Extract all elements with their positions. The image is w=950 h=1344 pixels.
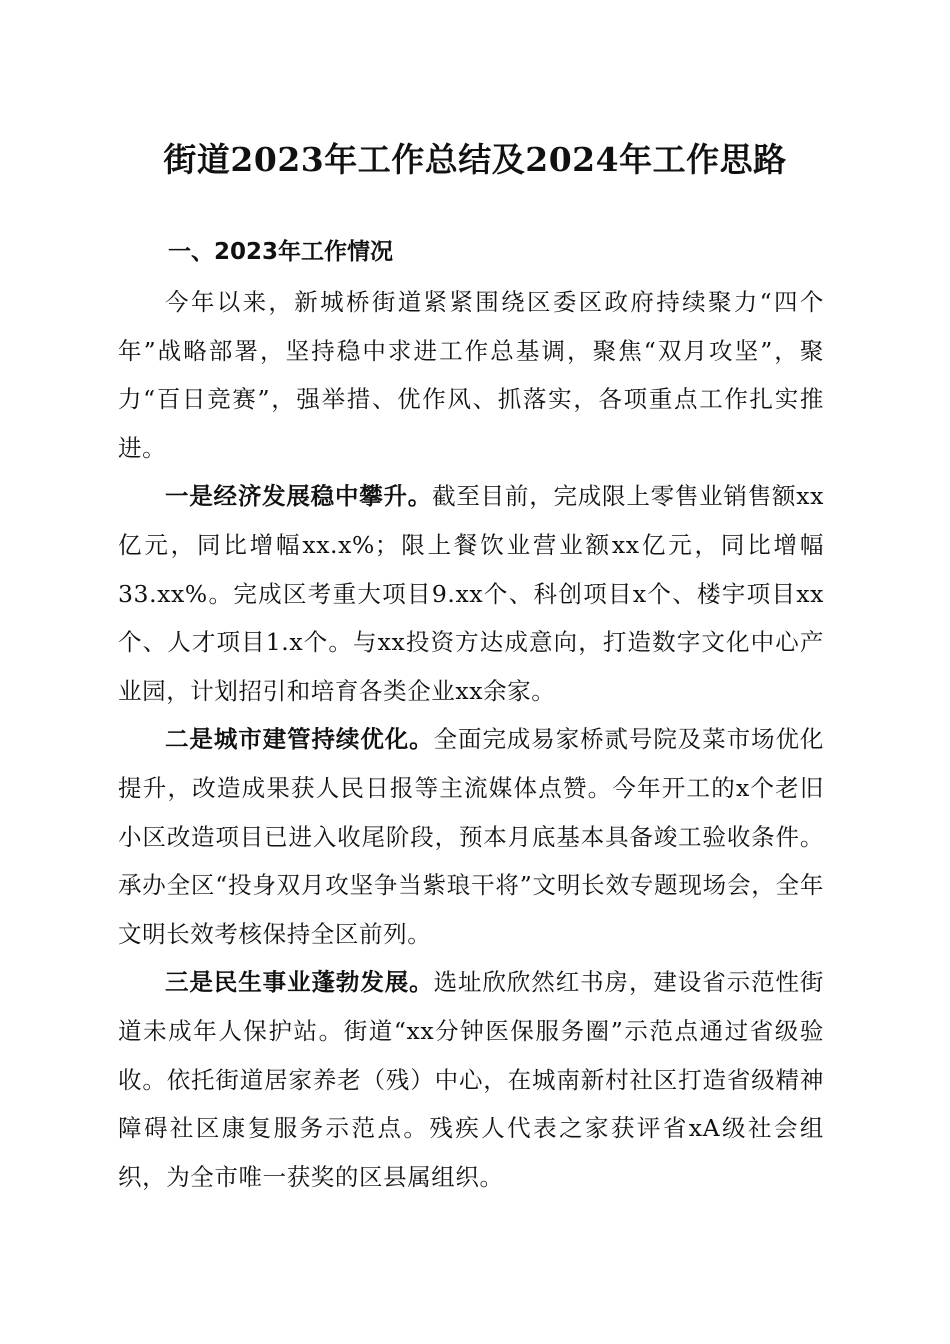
paragraph-livelihood xyxy=(118,958,824,1201)
section-heading: 一、2023年工作情况 xyxy=(168,239,394,265)
paragraph-text: 截至目前，完成限上零售业销售额xx亿元，同比增幅xx.x%；限上餐饮业营业额xx亿元，同比增幅33.xx%。完成区考重大项目9.xx个、科创项目x个、楼宇项目xx个、人才项目1.x个。与xx投资方达成意向，打造数字文化中心产业园，计划招引和培育各类企业xx余家。 xyxy=(118,482,824,705)
paragraph-lead: 三是民生事业蓬勃发展。 xyxy=(165,968,434,997)
document-body xyxy=(118,278,824,1201)
paragraph-text: 全面完成易家桥贰号院及菜市场优化提升，改造成果获人民日报等主流媒体点赞。今年开工的x个老旧小区改造项目已进入收尾阶段，预本月底基本具备竣工验收条件。承办全区“投身双月攻坚争当紫琅干将”文明长效专题现场会，全年文明长效考核保持全区前列。 xyxy=(118,725,824,948)
paragraph-urban-management xyxy=(118,715,824,958)
paragraph-economy xyxy=(118,472,824,715)
paragraph-lead: 二是城市建管持续优化。 xyxy=(165,725,434,754)
paragraph-lead: 一是经济发展稳中攀升。 xyxy=(165,482,433,511)
document-title: 街道2023年工作总结及2024年工作思路 xyxy=(163,140,787,179)
paragraph-text: 选址欣欣然红书房，建设省示范性街道未成年人保护站。街道“xx分钟医保服务圈”示范点通过省级验收。依托街道居家养老（残）中心，在城南新村社区打造省级精神障碍社区康复服务示范点。残疾人代表之家获评省xA级社会组织，为全市唯一获奖的区县属组织。 xyxy=(118,968,824,1191)
intro-paragraph: 今年以来，新城桥街道紧紧围绕区委区政府持续聚力“四个年”战略部署，坚持稳中求进工作总基调，聚焦“双月攻坚”，聚力“百日竞赛”，强举措、优作风、抓落实，各项重点工作扎实推进。 xyxy=(118,288,824,462)
